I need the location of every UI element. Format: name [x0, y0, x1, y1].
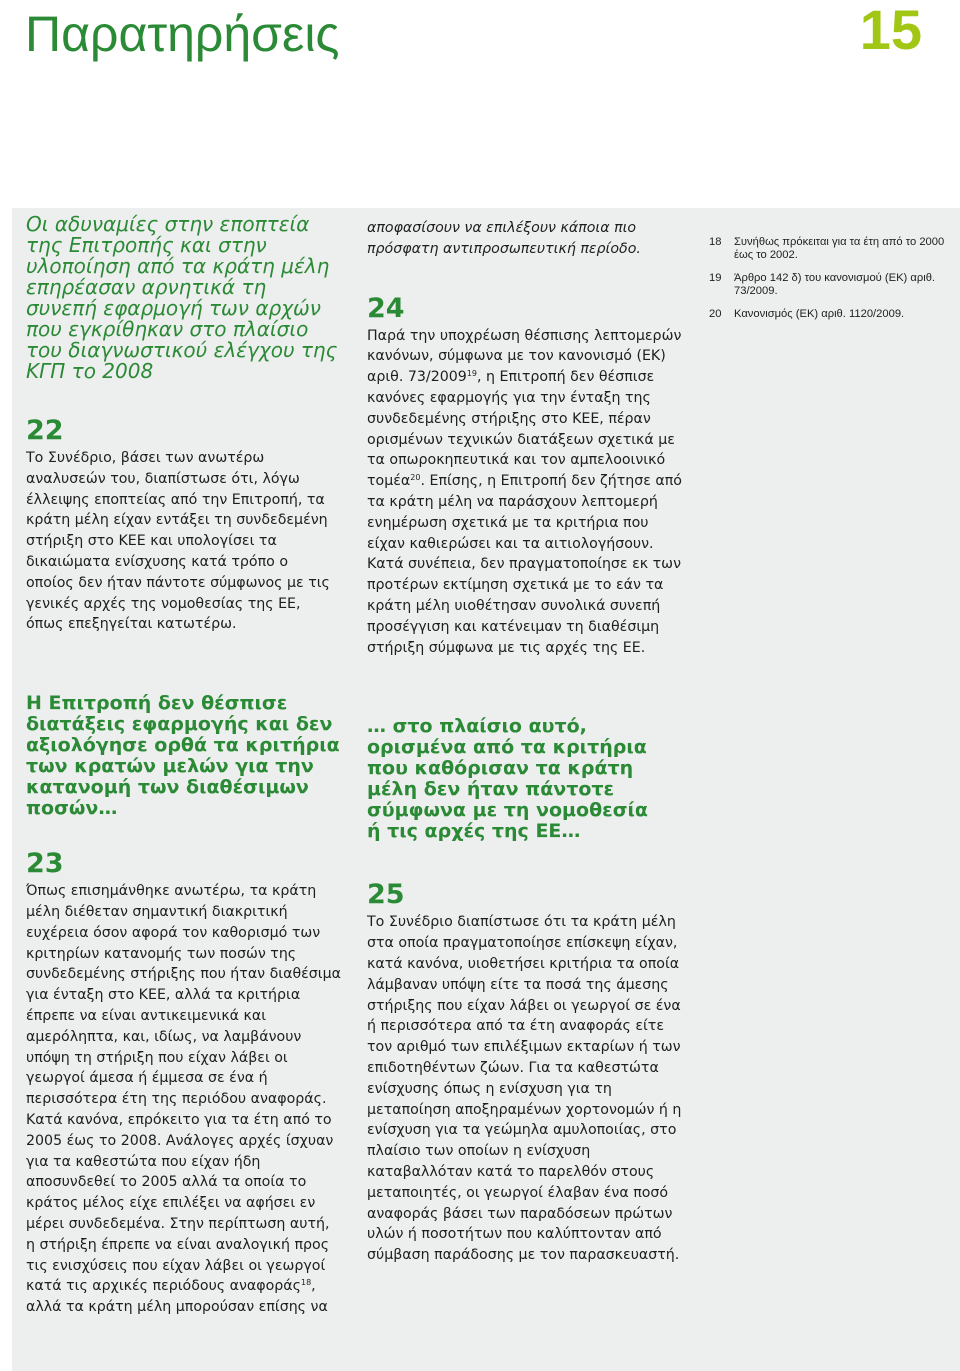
footnote-text: Συνήθως πρόκειται για τα έτη από το 2000 έως το 2002. — [734, 236, 945, 261]
footnote-number: 18 — [709, 236, 722, 248]
footnote-ref-19[interactable]: 19 — [466, 369, 477, 379]
footnote-20 — [709, 308, 949, 321]
paragraph-23-text — [26, 881, 342, 1318]
footnote-ref-18[interactable]: 18 — [300, 1278, 312, 1288]
paragraph-number-24: 24 — [367, 292, 405, 324]
footnote-18 — [709, 236, 949, 262]
paragraph-24-part3: . Επίσης, η Επιτροπή δεν ζήτησε από τα κράτη μέλη να παράσχουν λεπτομερή ενημέρωση σχετικά με τα κριτήρια που είχαν καθιερώσει και τα αιτιολογήσουν. Κατά συνέπεια, δεν πραγματοποίησε εκ των προτέρων εκτίμηση σχετικά με το εάν τα κράτη μέλη υιοθέτησαν συνολικά συνεπή προσέγγιση και κατένειμαν τη διαθέσιμη στήριξη σύμφωνα με τις αρχές της ΕΕ. — [367, 473, 682, 656]
page-title: Παρατηρήσεις — [25, 6, 340, 62]
paragraph-24-part1: Παρά την υποχρέωση θέσπισης λεπτομερών κανόνων, σύμφωνα με τον κανονισμό (ΕΚ) αριθ. 73/2009 — [367, 327, 682, 386]
footnote-19 — [709, 272, 949, 298]
footnote-number: 20 — [709, 308, 722, 320]
column-left — [26, 214, 346, 1318]
paragraph-23-part1: Όπως επισημάνθηκε ανωτέρω, τα κράτη μέλη διέθεταν σημαντική διακριτική ευχέρεια όσον αφορά τον καθορισμό των κριτηρίων κατανομής των ποσών της συνδεδεμένης στήριξης που ήταν διαθέσιμα για ένταξη στο ΚΕΕ, αλλά τα κριτήρια έπρεπε να είναι αντικειμενικά και αμερόληπτα, και, ιδίως, να λαμβάνουν υπόψη τη στήριξη που είχαν λάβει οι γεωργοί άμεσα ή έμμεσα σε ένα ή περισσότερα έτη της περιόδου αναφοράς. Κατά κανόνα, επρόκειτο για τα έτη από το 2005 έως το 2008. Ανάλογες αρχές ίσχυαν για τα καθεστώτα που είχαν ήδη αποσυνδεθεί το 2005 αλλά τα οποία το κράτος μέλος είχε επιλέξει να αφήσει εν μέρει συνδεδεμένα. Στην περίπτωση αυτή, η στήριξη έπρεπε να είναι αναλογική προς τις ενισχύσεις που είχαν λάβει οι γεωργοί κατά τις αρχικές περιόδους αναφοράς — [26, 883, 341, 1295]
footnotes-column — [709, 236, 949, 331]
footnote-text: Κανονισμός (ΕΚ) αριθ. 1120/2009. — [734, 308, 905, 320]
section-heading: Οι αδυναμίες στην εποπτεία της Επιτροπής και στην υλοποίηση από τα κράτη μέλη επηρέασαν αρνητικά τη συνεπή εφαρμογή των αρχών που εγκρίθηκαν στο πλαίσιο του διαγνωστικού ελέγχου της ΚΓΠ το 2008 — [26, 212, 338, 383]
page-number: 15 — [859, 0, 922, 61]
paragraph-number-22: 22 — [26, 415, 64, 446]
paragraph-number-23: 23 — [26, 848, 64, 880]
subsection-heading-middle: … στο πλαίσιο αυτό, ορισμένα από τα κριτήρια που καθόρισαν τα κράτη μέλη δεν ήταν πάντοτε σύμφωνα με τη νομοθεσία ή τις αρχές της ΕΕ… — [367, 715, 648, 843]
paragraph-23-part2: , αλλά τα κράτη μέλη μπορούσαν επίσης να — [26, 1278, 328, 1316]
footnote-ref-20[interactable]: 20 — [410, 473, 421, 483]
paragraph-23-continued: αποφασίσουν να επιλέξουν κάποια πιο πρόσφατη αντιπροσωπευτική περίοδο. — [367, 220, 641, 257]
footnote-number: 19 — [709, 272, 722, 284]
paragraph-24-part2: , η Επιτροπή δεν θέσπισε κανόνες εφαρμογής για την ένταξη της συνδεδεμένης στήριξης στο ΚΕΕ, πέραν ορισμένων τεχνικών διατάξεων σχετικά με τα οπωροκηπευτικά και τον αμπελοοινικό τομέα — [367, 369, 675, 490]
paragraph-25-text: Το Συνέδριο διαπίστωσε ότι τα κράτη μέλη στα οποία πραγματοποίησε επίσκεψη είχαν, κατά κανόνα, υιοθετήσει κριτήρια τα οποία λάμβαναν υπόψη είτε τα ποσά της άμεσης στήριξης που είχαν λάβει οι γεωργοί σε ένα ή περισσότερα από τα έτη αναφοράς είτε τον αριθμό των επιλέξιμων εκταρίων ή των επιδοτηθέντων ζώων. Για τα καθεστώτα ενίσχυσης όπως η ενίσχυση για τη μεταποίηση αποξηραμένων χορτονομών ή η ενίσχυση για τα γεώμηλα αμυλοποιίας, στο πλαίσιο των οποίων η ενίσχυση καταβαλλόταν κατά το παρελθόν στους μεταποιητές, οι γεωργοί έλαβαν ένα ποσό αναφοράς βάσει των παραδόσεων πρώτων υλών ή ποσοτήτων που καλύπτονταν από σύμβαση παράδοσης με τον παρασκευαστή. — [367, 914, 682, 1264]
paragraph-22-text: Το Συνέδριο, βάσει των ανωτέρω αναλυσεών του, διαπίστωσε ότι, λόγω έλλειψης εποπτείας από την Επιτροπή, τα κράτη μέλη είχαν εντάξει τη συνδεδεμένη στήριξη στο ΚΕΕ και υπολογίσει τα δικαιώματα ενίσχυσης κατά τρόπο ο οποίος δεν ήταν πάντοτε σύμφωνος με τις γενικές αρχές της νομοθεσίας της ΕΕ, όπως επεξηγείται κατωτέρω. — [26, 450, 330, 633]
column-middle — [367, 218, 687, 1266]
paragraph-24-text — [367, 326, 683, 659]
subsection-heading-left: Η Επιτροπή δεν θέσπισε διατάξεις εφαρμογής και δεν αξιολόγησε ορθά τα κριτήρια των κρατών μελών για την κατανομή των διαθέσιμων ποσών… — [26, 692, 340, 820]
paragraph-number-25: 25 — [367, 879, 405, 911]
footnote-text: Άρθρο 142 δ) του κανονισμού (ΕΚ) αριθ. 73/2009. — [734, 272, 936, 297]
